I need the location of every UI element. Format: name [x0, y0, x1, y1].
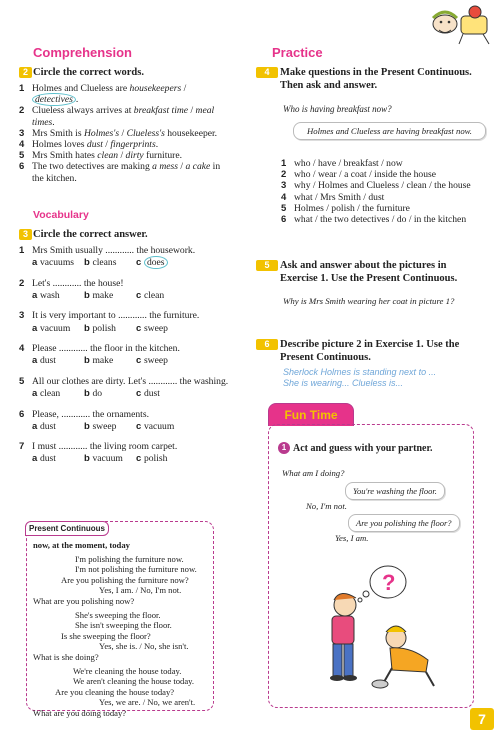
option-text: vacuum	[39, 322, 71, 334]
option-b: dirty	[125, 150, 144, 162]
list-item	[19, 150, 229, 161]
option-letter: a	[32, 388, 40, 400]
grammar-line: What are you polishing now?	[33, 595, 135, 606]
item-question	[19, 376, 234, 387]
item-text: who / wear / a coat / inside the house	[294, 169, 436, 181]
option-c	[136, 421, 174, 433]
item-text: what / Mrs Smith / dust	[294, 191, 385, 203]
grammar-line: Are you cleaning the house today?	[55, 686, 175, 697]
list-item	[19, 139, 229, 150]
option-a: breakfast time	[133, 105, 189, 117]
list-item	[19, 105, 229, 127]
item-text: All our clothes are dirty. Let's ............ the washing.	[32, 375, 229, 387]
list-item	[281, 180, 481, 191]
item-question	[19, 245, 234, 256]
grammar-line: Yes, she is. / No, she isn't.	[99, 641, 189, 652]
item-number: 2	[281, 169, 287, 181]
option-letter: a	[32, 322, 40, 334]
item-number: 4	[19, 139, 25, 151]
item-text-end: housekeeper.	[164, 127, 218, 139]
option-text: do	[92, 388, 103, 400]
option-letter: c	[136, 388, 144, 400]
list-item	[19, 128, 229, 139]
option-letter: b	[84, 388, 93, 400]
option-c	[136, 388, 160, 400]
option-text: dust	[143, 388, 160, 400]
option-text: make	[92, 289, 114, 301]
option-a: housekeepers	[129, 83, 182, 94]
option-a: Holmes's	[83, 127, 120, 139]
comprehension-heading: Comprehension	[33, 45, 132, 60]
option-letter: a	[32, 453, 40, 465]
options-row	[19, 290, 234, 302]
dialogue-line-3: Yes, I am.	[335, 533, 369, 543]
comprehension-list	[19, 83, 229, 184]
slash: /	[181, 83, 187, 94]
item-text-start: Holmes and Clueless are	[32, 83, 130, 94]
item-text: It is very important to ............ the furniture.	[32, 310, 200, 322]
item-number: 3	[19, 310, 25, 322]
item-question	[19, 343, 234, 354]
exercise-title: Make questions in the Present Continuous. Then ask and answer.	[280, 67, 472, 91]
practice-heading: Practice	[272, 45, 323, 60]
exercise-title: Ask and answer about the pictures in Exercise 1. Use the Present Continuous.	[280, 260, 458, 284]
dialogue-line-2: No, I'm not.	[306, 501, 347, 511]
item-text-end: .	[155, 139, 159, 151]
option-text: polish	[92, 322, 116, 334]
item-text-end: .	[52, 116, 55, 128]
option-b	[84, 355, 136, 367]
options-row	[19, 323, 234, 335]
option-text: sweep	[143, 355, 168, 367]
list-item	[281, 203, 481, 214]
option-letter: b	[84, 355, 93, 367]
options-row	[19, 421, 234, 433]
grammar-line: Yes, we are. / No, we aren't.	[99, 697, 196, 708]
grammar-line: She's sweeping the floor.	[75, 610, 161, 621]
item-number: 6	[19, 408, 25, 420]
vocabulary-exercise	[19, 228, 234, 474]
item-text-start: Holmes loves	[32, 139, 87, 151]
slash: /	[102, 139, 111, 151]
item-number: 5	[19, 375, 25, 387]
option-b	[84, 421, 136, 433]
grammar-line: What is she doing?	[33, 651, 99, 662]
options-row	[19, 453, 234, 465]
option-text: polish	[143, 453, 168, 465]
handwritten-answer-2: She is wearing... Clueless is...	[283, 378, 404, 388]
option-text: vacuums	[39, 257, 75, 269]
dialogue-bubble-2: Are you polishing the floor?	[348, 514, 460, 532]
option-a	[32, 421, 84, 433]
option-letter: b	[84, 289, 93, 301]
slash: /	[178, 161, 186, 173]
item-question	[19, 441, 234, 452]
vocabulary-heading: Vocabulary	[33, 209, 89, 221]
grammar-line: We aren't cleaning the house today.	[73, 676, 195, 687]
item-number: 2	[19, 105, 25, 117]
option-a	[32, 453, 84, 465]
option-b	[84, 257, 136, 269]
option-letter: b	[84, 453, 93, 465]
option-c	[136, 355, 168, 367]
item-number: 2	[19, 277, 25, 289]
item-number: 1	[19, 83, 25, 94]
option-letter: a	[32, 257, 40, 269]
option-b	[84, 323, 136, 335]
fun-time-exercise	[278, 442, 468, 455]
grammar-box	[26, 521, 214, 718]
option-text: clean	[39, 388, 61, 400]
item-question	[19, 278, 234, 289]
item-text: who / have / breakfast / now	[294, 158, 403, 169]
option-a: clean	[97, 150, 119, 162]
practice-exercise-5	[256, 259, 481, 285]
grammar-line: Is she sweeping the floor?	[61, 630, 151, 641]
item-text: Please ............ the floor in the kitchen.	[32, 343, 180, 355]
list-item	[281, 158, 481, 169]
item-text-start: The two detectives are making	[32, 161, 153, 173]
option-a: dust	[86, 139, 103, 151]
option-letter: b	[84, 257, 93, 269]
option-text: cleans	[92, 257, 117, 269]
option-c	[136, 453, 167, 465]
list-item	[281, 214, 481, 225]
item-number: 3	[19, 127, 25, 139]
list-item	[19, 310, 234, 334]
option-letter: a	[32, 289, 40, 301]
option-c	[136, 290, 164, 302]
item-number: 7	[19, 441, 25, 453]
option-b	[84, 388, 136, 400]
options-row	[19, 257, 234, 269]
item-number: 6	[19, 161, 25, 173]
exercise-number-badge: 2	[19, 67, 32, 78]
grammar-block	[33, 610, 209, 662]
exercise-title: Describe picture 2 in Exercise 1. Use the Present Continuous.	[280, 339, 460, 363]
option-text: dust	[39, 420, 56, 432]
option-text: dust	[39, 355, 56, 367]
exercise-title: Act and guess with your partner.	[293, 443, 433, 454]
list-item	[19, 376, 234, 400]
handwritten-answer-1: Sherlock Holmes is standing next to ...	[283, 367, 437, 377]
example-answer-bubble: Holmes and Clueless are having breakfast now.	[293, 122, 486, 140]
option-letter: c	[136, 322, 144, 334]
option-letter: b	[84, 420, 93, 432]
exercise-number-badge: 6	[256, 339, 278, 350]
option-text: vacuum	[143, 420, 175, 432]
item-text-end: furniture.	[143, 150, 183, 162]
option-text: sweep	[143, 322, 168, 334]
dialogue-line-1: What am I doing?	[282, 468, 345, 478]
item-text-end: .	[75, 94, 79, 106]
grammar-title: Present Continuous	[25, 521, 109, 536]
option-text: sweep	[92, 420, 117, 432]
list-item	[19, 441, 234, 465]
page-number: 7	[470, 708, 494, 730]
option-letter: a	[32, 355, 40, 367]
item-text: Holmes / polish / the furniture	[294, 202, 410, 214]
option-a	[32, 355, 84, 367]
list-item	[281, 192, 481, 203]
item-number: 1	[281, 158, 287, 169]
grammar-line: What are you doing today?	[33, 707, 127, 718]
item-text: why / Holmes and Clueless / clean / the house	[294, 180, 471, 192]
option-b: detectives	[32, 93, 76, 106]
item-text-start: Clueless always arrives at	[32, 105, 134, 117]
item-number: 1	[19, 245, 25, 256]
exercise-number-badge: 3	[19, 229, 32, 240]
option-letter: b	[84, 322, 93, 334]
option-letter: c	[136, 257, 144, 269]
item-number: 4	[19, 343, 25, 355]
exercise-title: Circle the correct answer.	[33, 229, 148, 240]
item-text: what / the two detectives / do / in the kitchen	[294, 214, 467, 226]
grammar-examples	[33, 554, 209, 722]
slash: /	[118, 150, 126, 162]
option-text: dust	[39, 453, 56, 465]
option-text: does	[144, 256, 168, 269]
grammar-line: She isn't sweeping the floor.	[75, 620, 172, 631]
grammar-subtitle: now, at the moment, today	[33, 540, 130, 550]
option-text: vacuum	[92, 453, 123, 465]
comprehension-exercise	[19, 66, 229, 184]
grammar-line: I'm polishing the furniture now.	[75, 554, 184, 564]
option-b: fingerprints	[110, 139, 156, 151]
option-letter: c	[136, 453, 144, 465]
example-question: Who is having breakfast now?	[283, 104, 392, 114]
option-a	[32, 323, 84, 335]
practice-list	[281, 158, 481, 225]
exercise-number-badge: 5	[256, 260, 278, 271]
option-b	[84, 453, 136, 465]
list-item	[19, 83, 229, 105]
option-text: clean	[143, 289, 165, 301]
item-number: 5	[19, 150, 25, 162]
option-text: make	[92, 355, 114, 367]
option-b: a cake	[185, 161, 211, 173]
option-letter: c	[136, 289, 144, 301]
item-number: 4	[281, 191, 287, 203]
option-a	[32, 257, 84, 269]
item-text: Mrs Smith usually ............ the housework.	[32, 245, 196, 256]
vocabulary-list	[19, 245, 234, 465]
grammar-line: We're cleaning the house today.	[73, 666, 182, 677]
options-row	[19, 355, 234, 367]
item-text: Let's ............ the house!	[32, 277, 124, 289]
exercise-number-badge: 4	[256, 67, 278, 78]
grammar-line: Yes, I am. / No, I'm not.	[99, 585, 182, 596]
cartoon-illustration	[423, 2, 497, 46]
slash: /	[119, 127, 127, 139]
practice-exercise-6	[256, 338, 481, 364]
list-item	[19, 245, 234, 269]
fun-time-tab	[268, 403, 354, 426]
dialogue-bubble-1: You're washing the floor.	[345, 482, 445, 500]
option-letter: c	[136, 355, 144, 367]
option-a	[32, 290, 84, 302]
option-c	[136, 257, 168, 269]
item-text-end: in the kitchen.	[32, 161, 221, 184]
item-number: 6	[281, 214, 287, 226]
list-item	[281, 169, 481, 180]
item-number: 5	[281, 202, 287, 214]
option-text: wash	[39, 289, 60, 301]
slash: /	[188, 105, 196, 117]
grammar-line: Are you polishing the furniture now?	[61, 574, 189, 585]
item-question	[19, 310, 234, 321]
list-item	[19, 161, 229, 183]
item-text-start: Mrs Smith is	[32, 127, 84, 139]
option-letter: a	[32, 420, 40, 432]
grammar-block	[33, 666, 209, 718]
option-b	[84, 290, 136, 302]
item-number: 3	[281, 180, 287, 192]
item-text-start: Mrs Smith hates	[32, 150, 98, 162]
item-text: I must ............ the living room carpet.	[32, 441, 178, 453]
example-question: Why is Mrs Smith wearing her coat in picture 1?	[283, 296, 455, 306]
option-a	[32, 388, 84, 400]
list-item	[19, 409, 234, 433]
list-item	[19, 343, 234, 367]
exercise-number-badge: 1	[278, 442, 290, 454]
grammar-line: I'm not polishing the furniture now.	[75, 564, 197, 575]
option-letter: c	[136, 420, 144, 432]
exercise-title: Circle the correct words.	[33, 67, 144, 78]
item-text: Please, ............ the ornaments.	[32, 408, 149, 420]
options-row	[19, 388, 234, 400]
grammar-block	[33, 554, 209, 606]
fun-time-heading: Fun Time	[284, 408, 338, 422]
option-a: a mess	[152, 161, 179, 173]
option-b: meal times	[32, 105, 215, 128]
item-question	[19, 409, 234, 420]
option-c	[136, 323, 168, 335]
option-b: Clueless's	[126, 127, 165, 139]
kids-illustration	[300, 560, 450, 700]
list-item	[19, 278, 234, 302]
svg-text:?: ?	[382, 570, 396, 595]
practice-exercise-4	[256, 66, 481, 92]
